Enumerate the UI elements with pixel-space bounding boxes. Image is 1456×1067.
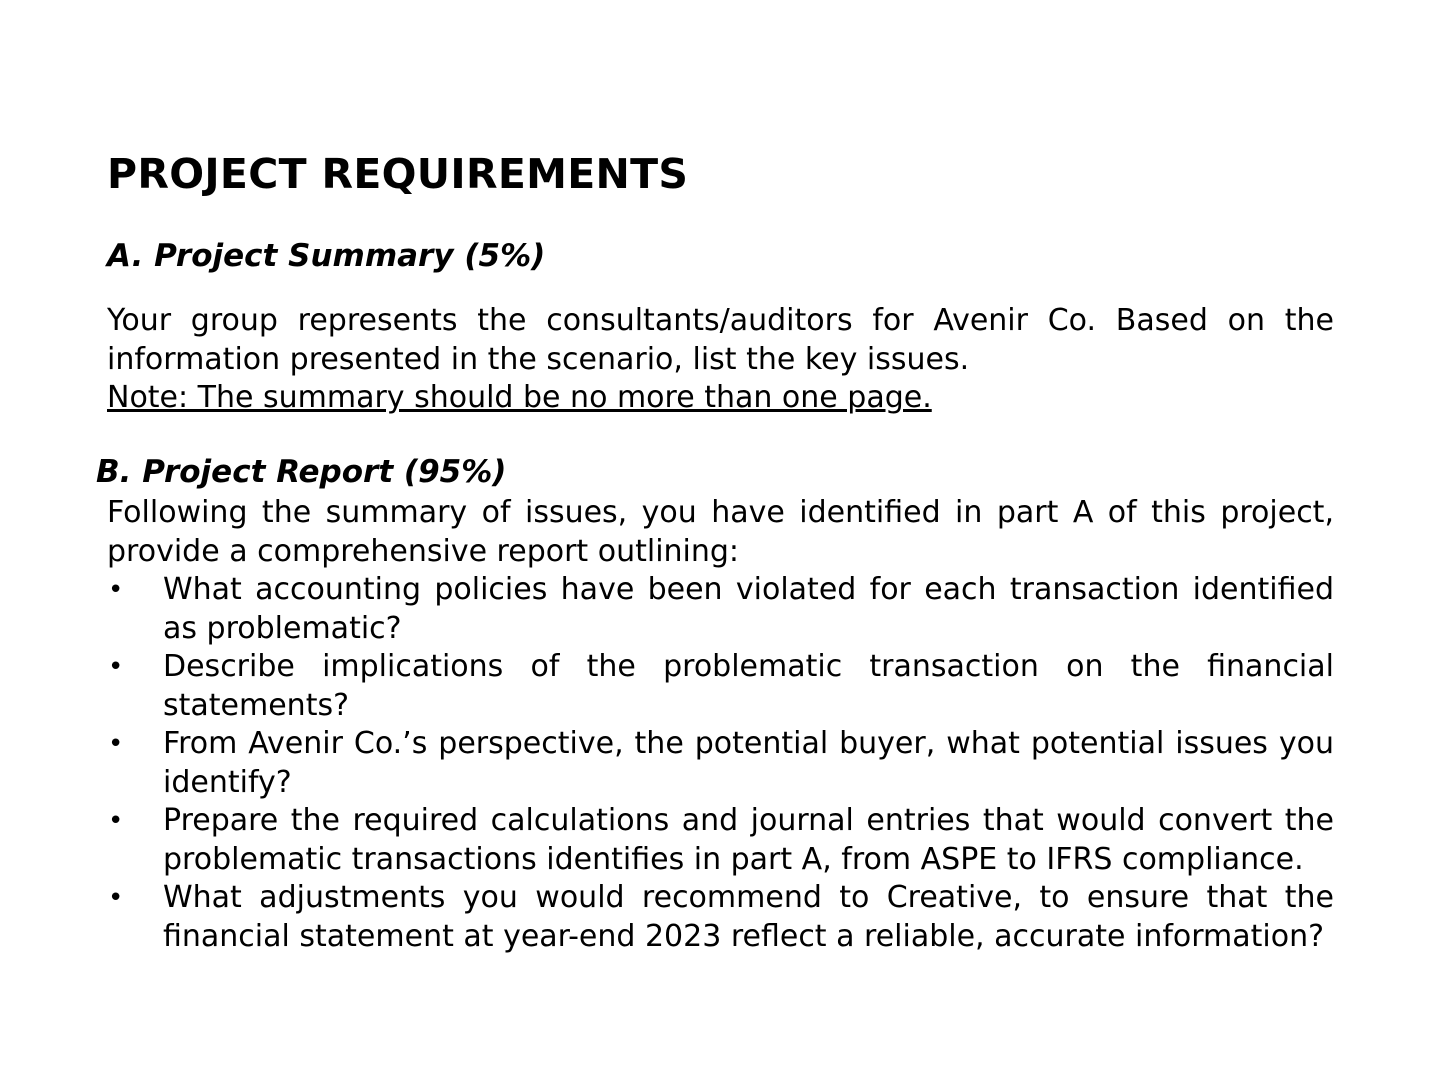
section-b-intro: Following the summary of issues, you have identified in part A of this project, provide a comprehensive report outlining: bbox=[107, 495, 1334, 569]
list-item-text: What adjustments you would recommend to Creative, to ensure that the financial statement at year-end 2023 reflect a reliable, accurate information? bbox=[163, 880, 1334, 954]
list-item bbox=[107, 571, 1334, 648]
list-item-text: Describe implications of the problematic transaction on the financial statements? bbox=[163, 649, 1334, 723]
section-a-paragraph: Your group represents the consultants/auditors for Avenir Co. Based on the information presented in the scenario, list the key issues. bbox=[107, 303, 1334, 377]
bullet-icon: • bbox=[108, 652, 124, 682]
section-a-note: Note: The summary should be no more than one page. bbox=[107, 380, 932, 415]
list-item bbox=[107, 879, 1334, 956]
bullet-icon: • bbox=[108, 806, 124, 836]
list-item-text: What accounting policies have been violated for each transaction identified as problematic? bbox=[163, 572, 1334, 646]
bullet-icon: • bbox=[108, 883, 124, 913]
list-item bbox=[107, 802, 1334, 879]
list-item-text: Prepare the required calculations and journal entries that would convert the problematic transactions identifies in part A, from ASPE to IFRS compliance. bbox=[163, 803, 1334, 877]
bullet-icon: • bbox=[108, 575, 124, 605]
section-b-heading: B. Project Report (95%) bbox=[96, 454, 507, 490]
page-title: PROJECT REQUIREMENTS bbox=[107, 150, 689, 198]
section-a-heading: A. Project Summary (5%) bbox=[107, 238, 546, 274]
bullet-icon: • bbox=[108, 729, 124, 759]
list-item bbox=[107, 725, 1334, 802]
requirements-list bbox=[107, 571, 1334, 956]
list-item bbox=[107, 648, 1334, 725]
list-item-text: From Avenir Co.’s perspective, the potential buyer, what potential issues you identify? bbox=[163, 726, 1334, 800]
